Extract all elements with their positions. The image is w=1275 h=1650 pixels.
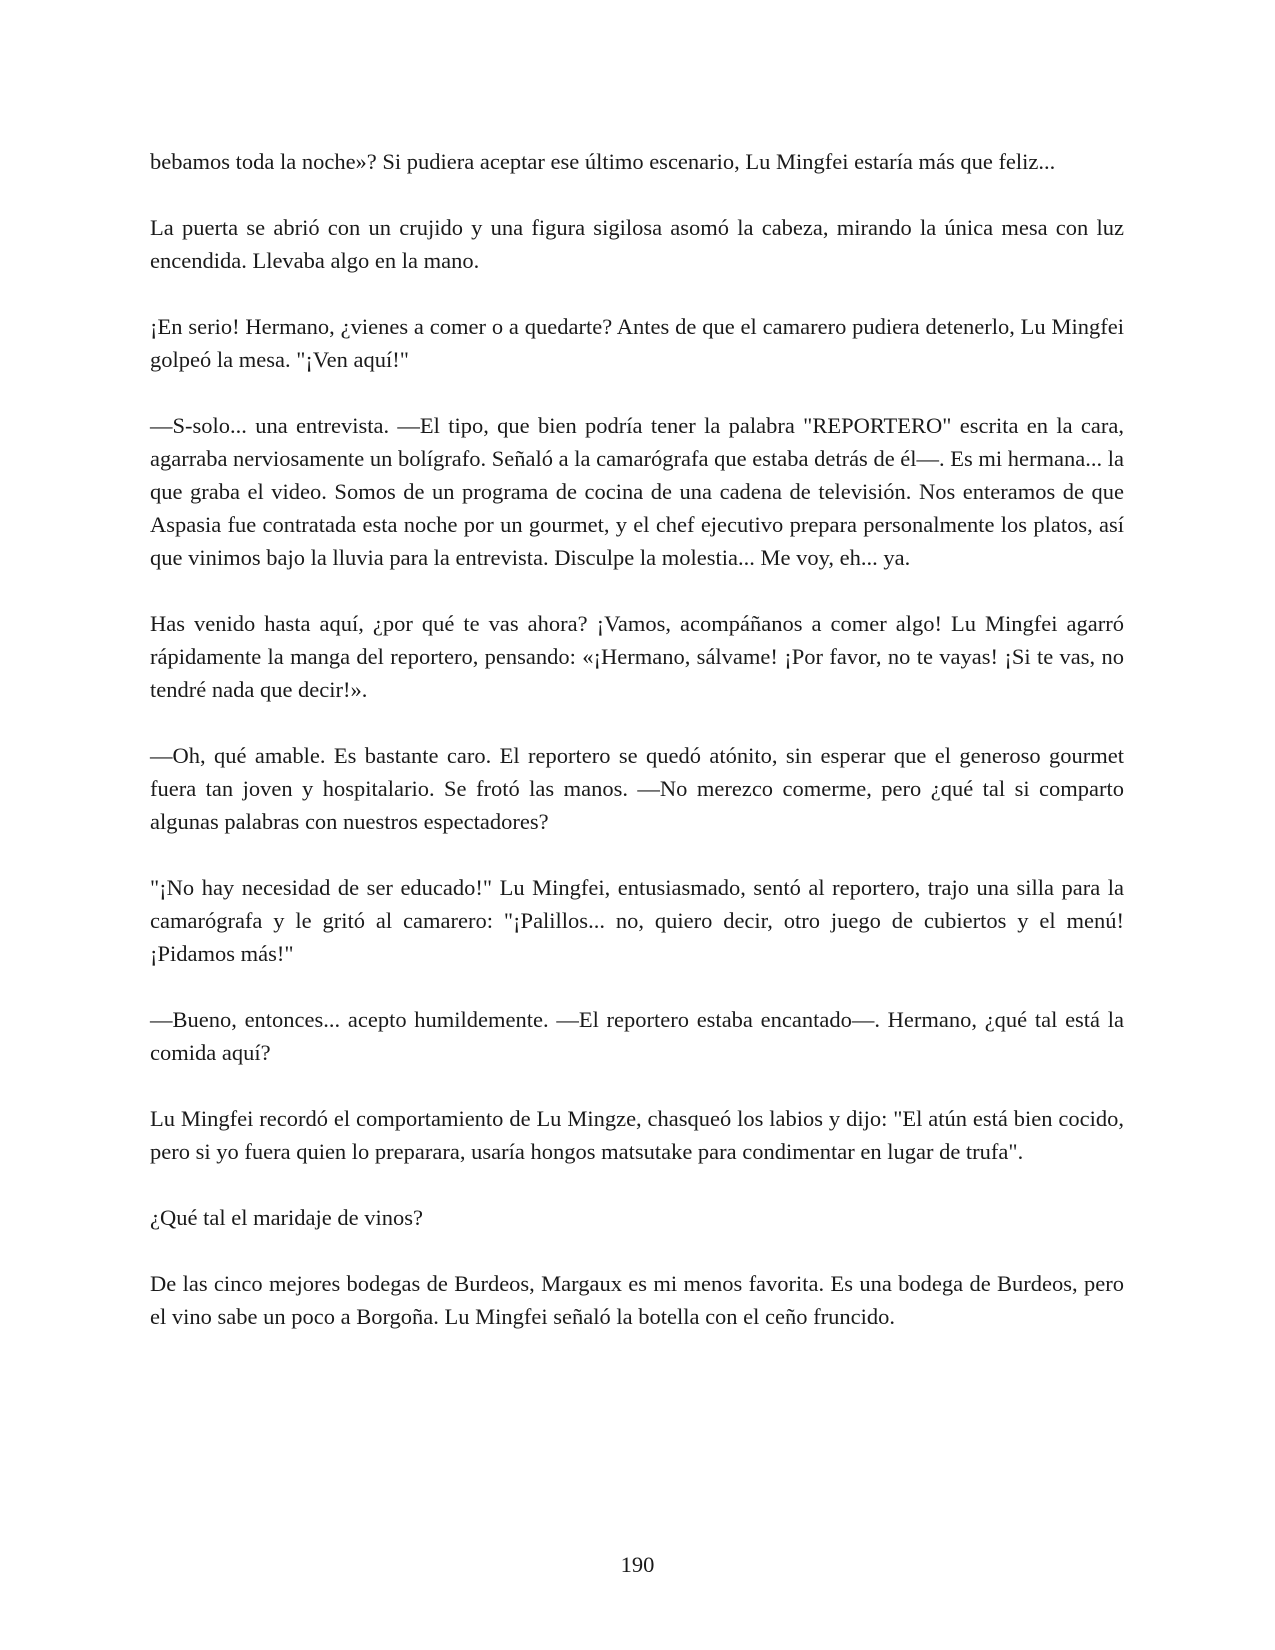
paragraph: La puerta se abrió con un crujido y una figura sigilosa asomó la cabeza, mirando la única mesa con luz encendida. Llevaba algo en la mano. <box>150 215 1124 273</box>
paragraph: Has venido hasta aquí, ¿por qué te vas ahora? ¡Vamos, acompáñanos a comer algo! Lu Mingfei agarró rápidamente la manga del reportero, pensando: «¡Hermano, sálvame! ¡Por favor, no te vayas! ¡Si te vas, no tendré nada que decir!». <box>150 611 1124 702</box>
paragraph: ¡En serio! Hermano, ¿vienes a comer o a quedarte? Antes de que el camarero pudiera detenerlo, Lu Mingfei golpeó la mesa. "¡Ven aquí!" <box>150 314 1124 372</box>
paragraph: Lu Mingfei recordó el comportamiento de Lu Mingze, chasqueó los labios y dijo: "El atún está bien cocido, pero si yo fuera quien lo preparara, usaría hongos matsutake para condimentar en lugar de trufa". <box>150 1106 1124 1164</box>
paragraph: bebamos toda la noche»? Si pudiera aceptar ese último escenario, Lu Mingfei estaría más que feliz... <box>150 149 1056 174</box>
paragraph: —S-solo... una entrevista. —El tipo, que bien podría tener la palabra "REPORTERO" escrita en la cara, agarraba nerviosamente un bolígrafo. Señaló a la camarógrafa que estaba detrás de él—. Es mi hermana... la que graba el video. Somos de un programa de cocina de una cadena de televisión. Nos enteramos de que Aspasia fue contratada esta noche por un gourmet, y el chef ejecutivo prepara personalmente los platos, así que vinimos bajo la lluvia para la entrevista. Disculpe la molestia... Me voy, eh... ya. <box>150 413 1124 570</box>
page-number: 190 <box>620 1552 655 1577</box>
page-body <box>150 145 1124 1366</box>
paragraph: "¡No hay necesidad de ser educado!" Lu Mingfei, entusiasmado, sentó al reportero, trajo una silla para la camarógrafa y le gritó al camarero: "¡Palillos... no, quiero decir, otro juego de cubiertos y el menú! ¡Pidamos más!" <box>150 875 1124 966</box>
paragraph: —Oh, qué amable. Es bastante caro. El reportero se quedó atónito, sin esperar que el generoso gourmet fuera tan joven y hospitalario. Se frotó las manos. —No merezco comerme, pero ¿qué tal si comparto algunas palabras con nuestros espectadores? <box>150 743 1124 834</box>
paragraph: —Bueno, entonces... acepto humildemente. —El reportero estaba encantado—. Hermano, ¿qué tal está la comida aquí? <box>150 1007 1124 1065</box>
paragraph: ¿Qué tal el maridaje de vinos? <box>150 1205 424 1230</box>
paragraph: De las cinco mejores bodegas de Burdeos, Margaux es mi menos favorita. Es una bodega de Burdeos, pero el vino sabe un poco a Borgoña. Lu Mingfei señaló la botella con el ceño fruncido. <box>150 1271 1124 1329</box>
